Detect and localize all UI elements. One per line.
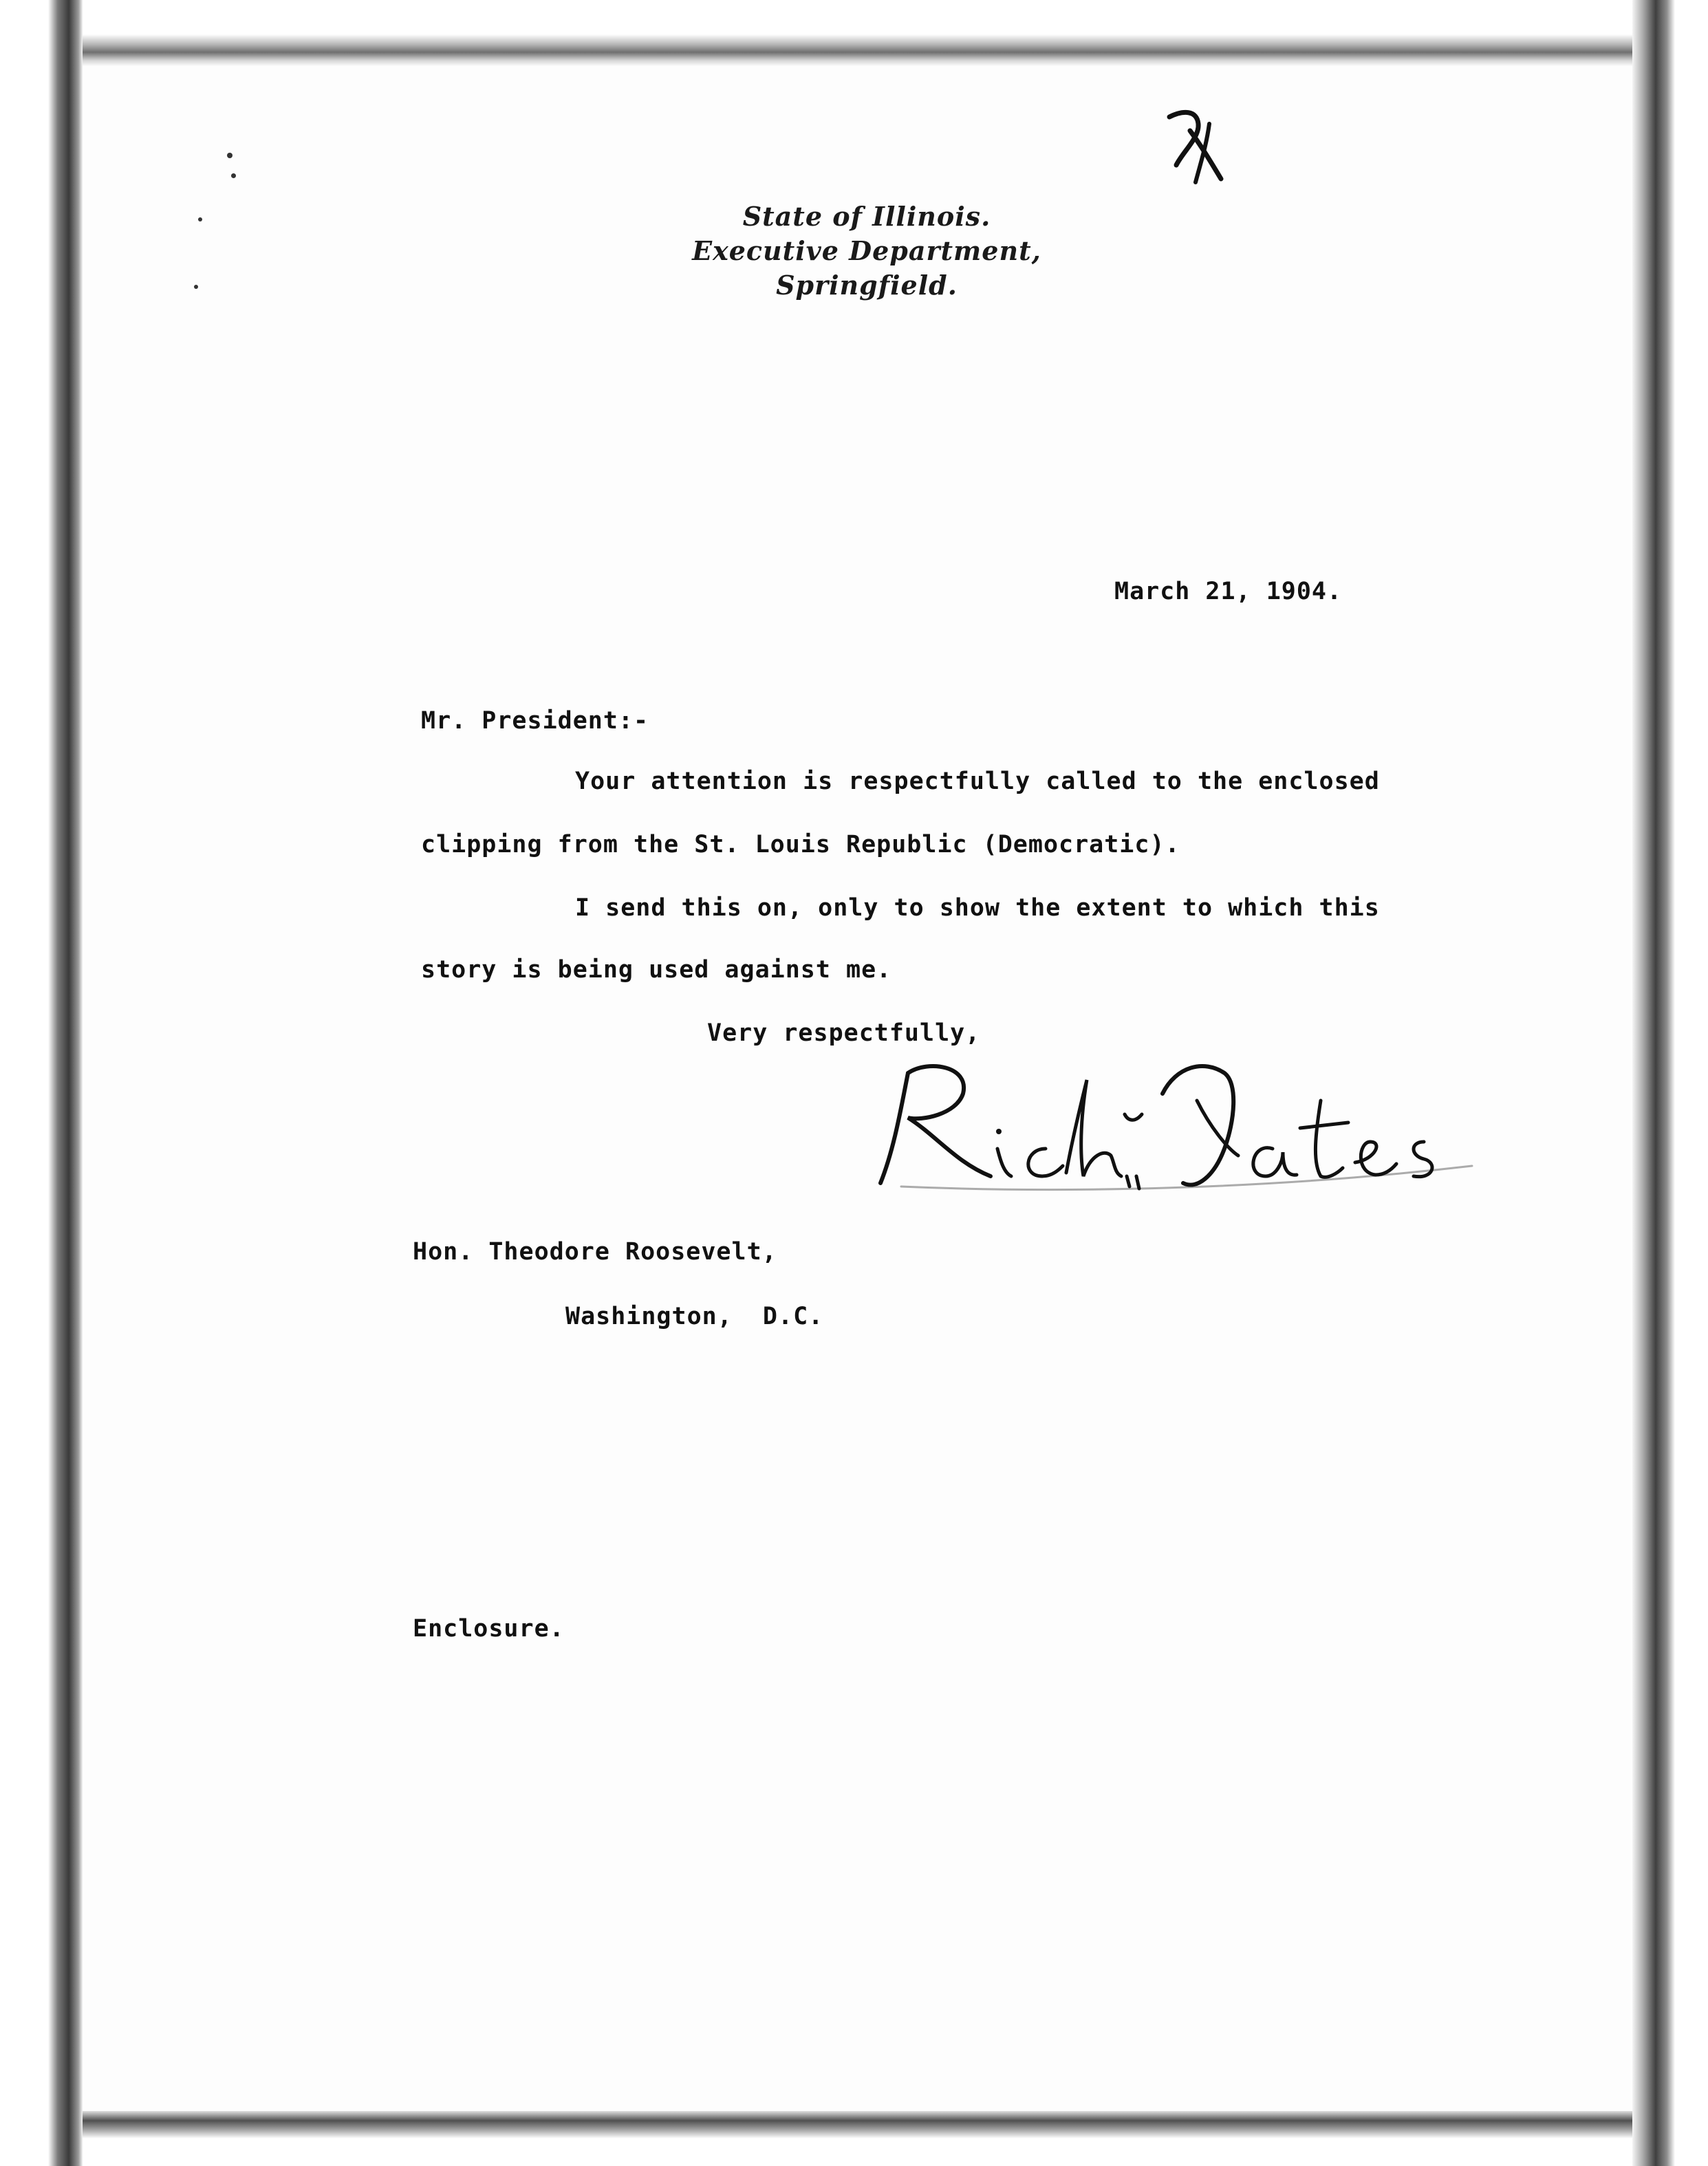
letterhead-department: Executive Department, <box>692 235 1041 266</box>
body-line-4: story is being used against me. <box>421 956 892 984</box>
closing: Very respectfully, <box>707 1019 981 1047</box>
margin-speck <box>227 153 233 158</box>
handwritten-signature <box>853 1046 1500 1204</box>
recipient-name: Hon. Theodore Roosevelt, <box>413 1238 777 1266</box>
photo-border-left <box>0 0 83 2166</box>
recipient-city: Washington, D.C. <box>565 1303 824 1330</box>
margin-speck <box>194 285 198 289</box>
body-line-3: I send this on, only to show the extent to which this <box>575 894 1380 922</box>
letterhead <box>660 199 1073 303</box>
body-line-2: clipping from the St. Louis Republic (Democratic). <box>421 831 1180 858</box>
enclosure-note: Enclosure. <box>413 1615 565 1643</box>
letterhead-state: State of Illinois. <box>742 201 991 232</box>
salutation: Mr. President:- <box>421 707 649 735</box>
margin-speck <box>198 217 202 221</box>
body-line-1: Your attention is respectfully called to the enclosed <box>575 768 1380 795</box>
photo-border-bottom <box>55 2111 1658 2166</box>
photo-border-right <box>1632 0 1708 2166</box>
letterhead-city: Springfield. <box>776 270 958 301</box>
margin-speck <box>231 173 236 178</box>
handwritten-x-mark <box>1156 103 1231 193</box>
photo-border-top <box>55 0 1658 66</box>
letter-date: March 21, 1904. <box>1114 578 1343 605</box>
